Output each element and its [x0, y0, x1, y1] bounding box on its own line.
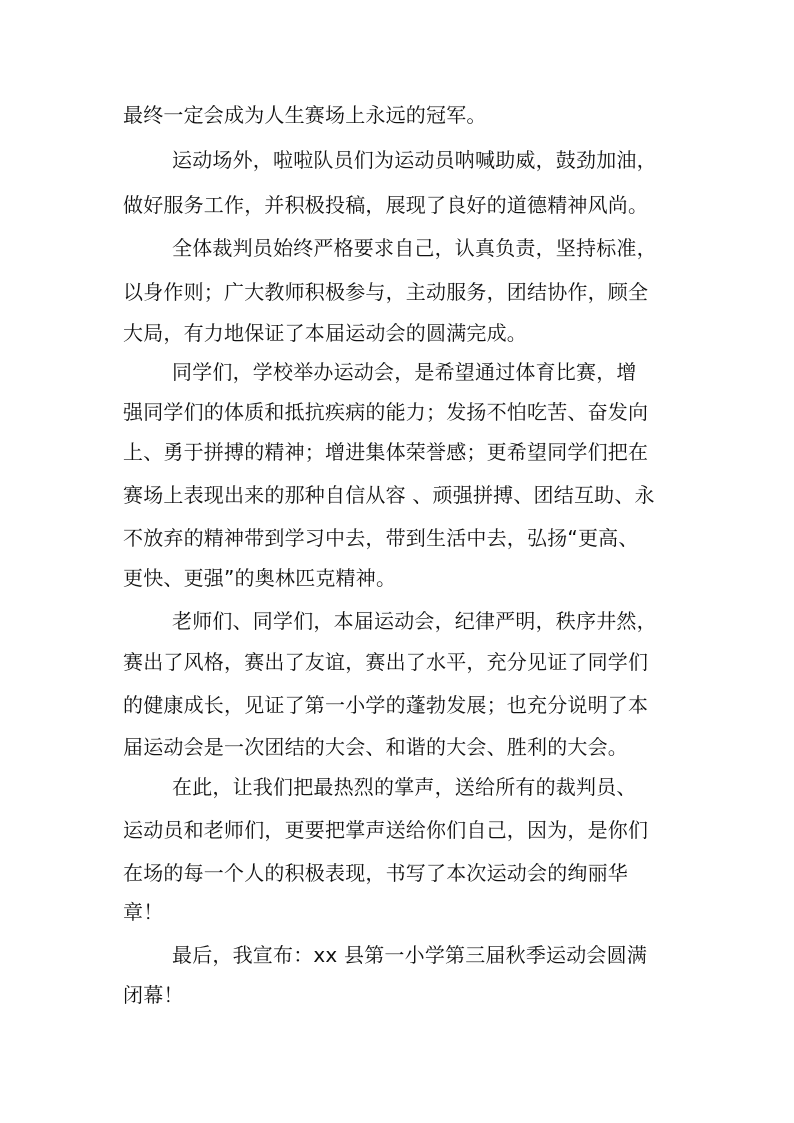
line-19: 在场的每一个人的积极表现，书写了本次运动会的绚丽华 [123, 861, 628, 885]
line-18: 运动员和老师们，更要把掌声送给你们自己，因为，是你们 [123, 818, 649, 842]
line-1: 最终一定会成为人生赛场上永远的冠军。 [123, 103, 487, 127]
line-14: 赛出了风格，赛出了友谊，赛出了水平，充分见证了同学们 [123, 650, 649, 674]
line-7: 同学们，学校举办运动会，是希望通过体育比赛，增 [172, 360, 637, 384]
line-11: 不放弃的精神带到学习中去，带到生活中去，弘扬“更高、 [123, 526, 639, 550]
line-2: 运动场外，啦啦队员们为运动员呐喊助威，鼓劲加油， [172, 148, 657, 172]
line-3: 做好服务工作，并积极投稿，展现了良好的道德精神风尚。 [123, 193, 649, 217]
line-8: 强同学们的体质和抵抗疾病的能力；发扬不怕吃苦、奋发向 [123, 400, 649, 424]
line-17: 在此，让我们把最热烈的掌声，送给所有的裁判员、 [172, 775, 637, 799]
line-4: 全体裁判员始终严格要求自己，认真负责，坚持标准， [172, 236, 657, 260]
line-21: 最后，我宣布：xx 县第一小学第三届秋季运动会圆满 [172, 943, 648, 967]
line-9: 上、勇于拼搏的精神；增进集体荣誉感；更希望同学们把在 [123, 440, 649, 464]
line-20: 章！ [123, 900, 164, 924]
line-13: 老师们、同学们，本届运动会，纪律严明，秩序井然， [172, 609, 657, 633]
line-6: 大局，有力地保证了本届运动会的圆满完成。 [123, 321, 527, 345]
line-15: 的健康成长，见证了第一小学的蓬勃发展；也充分说明了本 [123, 693, 649, 717]
line-5: 以身作则；广大教师积极参与，主动服务，团结协作，顾全 [123, 280, 649, 304]
line-16: 届运动会是一次团结的大会、和谐的大会、胜利的大会。 [123, 735, 628, 759]
line-22: 闭幕！ [123, 983, 184, 1007]
line-12: 更快、更强”的奥林匹克精神。 [123, 566, 397, 590]
line-10: 赛场上表现出来的那种自信从容 、顽强拼搏、团结互助、永 [123, 483, 655, 507]
